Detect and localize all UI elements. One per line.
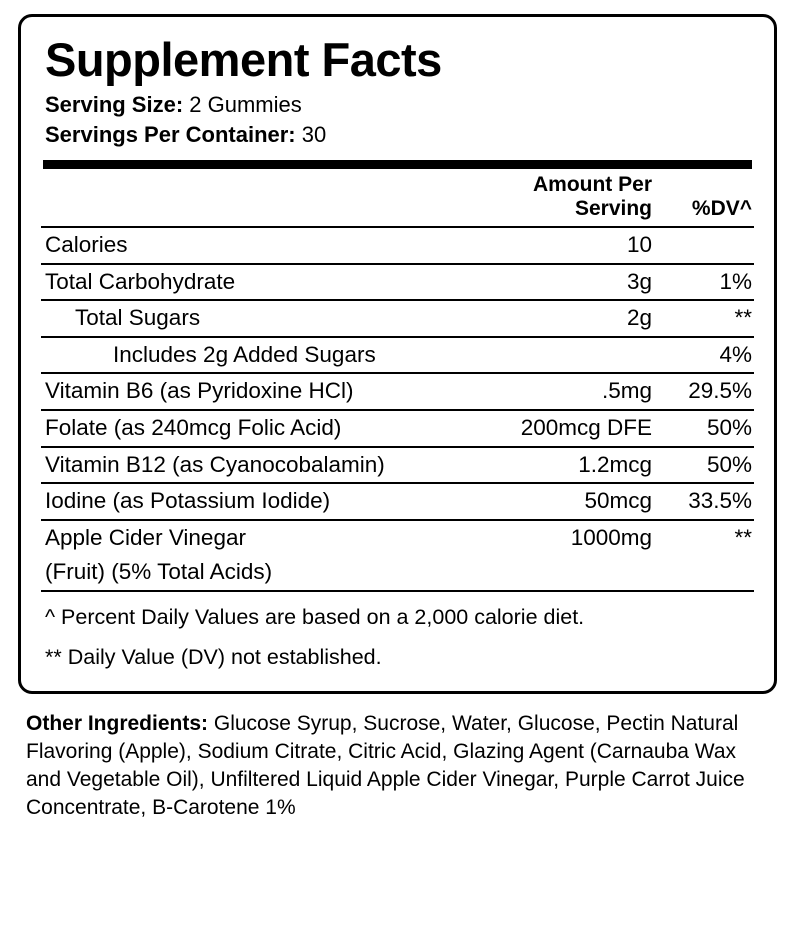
nutrient-dv: 50%	[654, 410, 754, 447]
panel-title: Supplement Facts	[45, 33, 442, 86]
nutrient-dv: 29.5%	[654, 373, 754, 410]
table-row	[41, 300, 754, 337]
other-ingredients	[26, 710, 771, 822]
nutrient-amount: 50mcg	[448, 483, 654, 520]
other-ingredients-text: Glucose Syrup, Sucrose, Water, Glucose, Pectin Natural Flavoring (Apple), Sodium Citrate, Citric Acid, Glazing Agent (Carnauba Wax and Vegetable Oil), Unfiltered Liquid Apple Cider Vinegar, Purple Carrot Juice Concentrate, B-Carotene 1%	[26, 711, 745, 819]
nutrient-amount: 10	[448, 227, 654, 264]
serving-size-line	[45, 90, 754, 120]
nutrient-dv: 50%	[654, 447, 754, 484]
nutrient-dv: **	[734, 524, 752, 550]
nutrient-dv	[654, 555, 754, 591]
table-row	[41, 227, 754, 264]
nutrition-table	[41, 169, 754, 592]
nutrient-amount: 1000mg	[570, 524, 652, 550]
nutrient-amount: 1.2mcg	[448, 447, 654, 484]
servings-per-container-line	[45, 120, 754, 150]
nutrient-name: Iodine (as Potassium Iodide)	[41, 483, 448, 520]
table-row	[41, 520, 754, 556]
nutrient-name: Calories	[41, 227, 448, 264]
table-row	[41, 483, 754, 520]
amount-per-serving-header: Amount Per Serving	[448, 169, 654, 228]
nutrient-name: Apple Cider Vinegar	[45, 524, 246, 550]
table-row	[41, 264, 754, 301]
nutrient-amount: .5mg	[448, 373, 654, 410]
nutrient-dv: **	[654, 300, 754, 337]
other-ingredients-label: Other Ingredients:	[26, 711, 209, 735]
nutrient-dv	[654, 227, 754, 264]
servings-per-container-label: Servings Per Container:	[45, 122, 296, 148]
footnote-daily-value: ^ Percent Daily Values are based on a 2,000 calorie diet.	[45, 604, 585, 629]
table-row	[41, 410, 754, 447]
nutrient-amount: 3g	[448, 264, 654, 301]
servings-per-container-value: 30	[301, 122, 327, 148]
nutrient-dv: 33.5%	[654, 483, 754, 520]
nutrient-dv: 1%	[654, 264, 754, 301]
nutrient-dv: 4%	[654, 337, 754, 374]
nutrient-amount: 200mcg DFE	[448, 410, 654, 447]
daily-value-header: %DV^	[654, 169, 754, 228]
serving-size-label: Serving Size:	[45, 92, 184, 118]
table-row-continuation	[41, 555, 754, 591]
divider-thick-top	[43, 160, 752, 169]
nutrient-name: Folate (as 240mcg Folic Acid)	[41, 410, 448, 447]
nutrient-name: Vitamin B6 (as Pyridoxine HCl)	[41, 373, 448, 410]
nutrient-name: Vitamin B12 (as Cyanocobalamin)	[41, 447, 448, 484]
table-row	[41, 447, 754, 484]
supplement-facts-panel	[18, 14, 777, 694]
header-spacer	[41, 169, 448, 228]
table-row	[41, 373, 754, 410]
nutrient-amount	[448, 555, 654, 591]
nutrient-name: Total Carbohydrate	[41, 264, 448, 301]
nutrient-amount	[448, 337, 654, 374]
nutrient-amount: 2g	[448, 300, 654, 337]
nutrient-name: Includes 2g Added Sugars	[41, 337, 448, 374]
footnote-dv-not-established: ** Daily Value (DV) not established.	[45, 645, 382, 670]
serving-size-value: 2 Gummies	[189, 92, 302, 118]
nutrient-name: Total Sugars	[41, 300, 448, 337]
table-header-row	[41, 169, 754, 228]
nutrient-name: (Fruit) (5% Total Acids)	[41, 555, 448, 591]
table-row	[41, 337, 754, 374]
